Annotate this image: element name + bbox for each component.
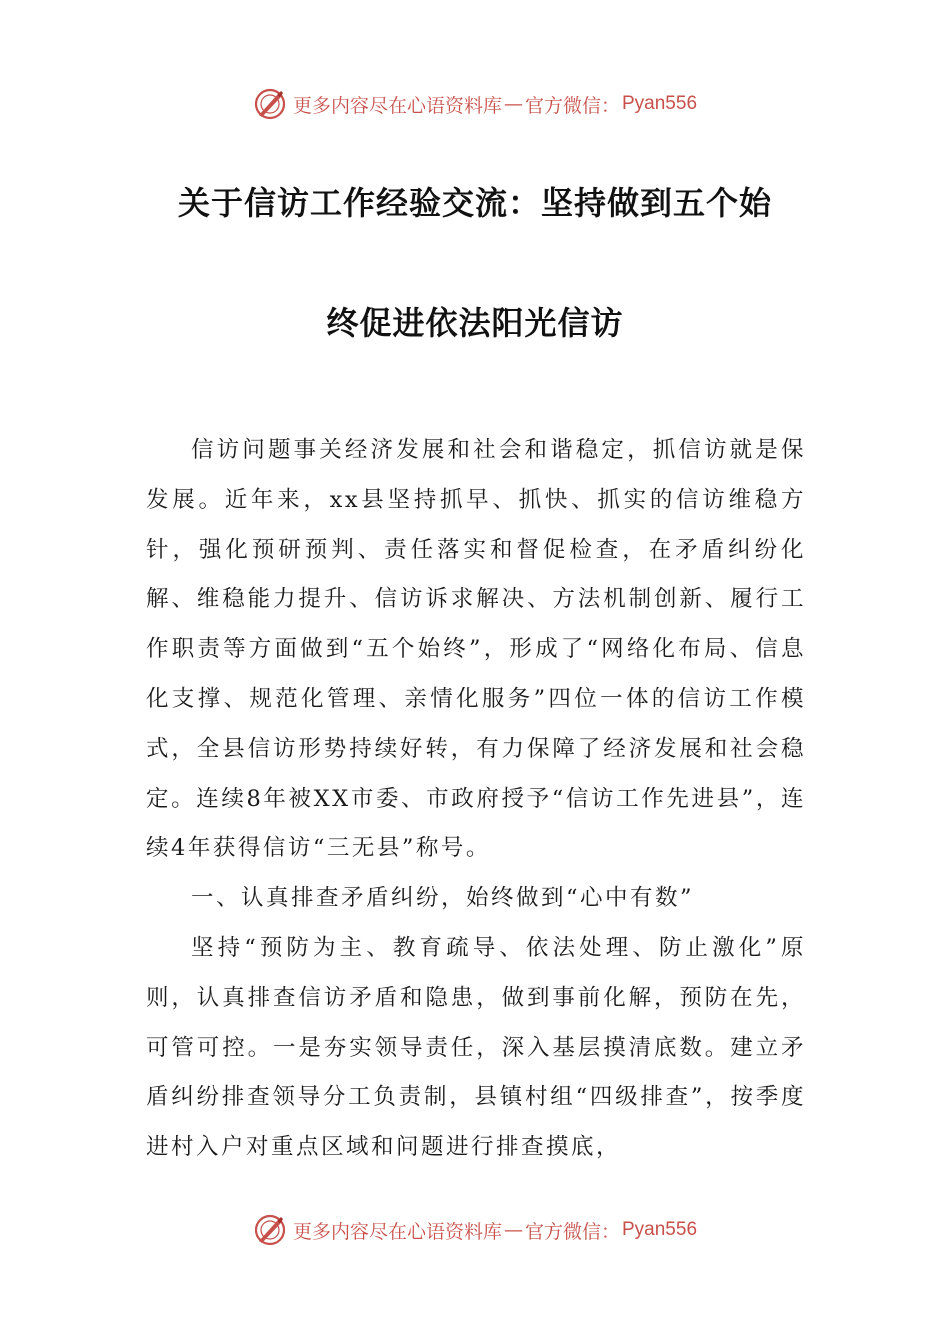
footer-watermark — [0, 1210, 950, 1250]
watermark-separator: — — [503, 1219, 523, 1241]
watermark-wechat-id: Pyan556 — [622, 1219, 698, 1240]
watermark-separator: — — [503, 93, 523, 115]
pen-logo-icon — [253, 87, 287, 121]
paragraph-intro: 信访问题事关经济发展和社会和谐稳定，抓信访就是保发展。近年来，xx县坚持抓早、抓快、抓实的信访维稳方针，强化预研预判、责任落实和督促检查，在矛盾纠纷化解、维稳能力提升、信访诉求解决、方法机制创新、履行工作职责等方面做到“五个始终”，形成了“网络化布局、信息化支撑、规范化管理、亲情化服务”四位一体的信访工作模式，全县信访形势持续好转，有力保障了经济发展和社会稳定。连续8年被XX市委、市政府授予“信访工作先进县”，连续4年获得信访“三无县”称号。 — [146, 437, 806, 862]
watermark-wechat-id: Pyan556 — [622, 93, 698, 114]
document-title-line-1: 关于信访工作经验交流：坚持做到五个始 — [177, 184, 772, 222]
watermark-official-label: 官方微信： — [524, 94, 620, 117]
watermark-official-label: 官方微信： — [524, 1220, 620, 1243]
watermark-text: 更多内容尽在心语资料库 — [292, 94, 502, 117]
section-heading-1: 一、认真排查矛盾纠纷，始终做到“心中有数” — [191, 885, 695, 912]
header-watermark — [0, 84, 950, 124]
paragraph-section-1: 坚持“预防为主、教育疏导、依法处理、防止激化”原则，认真排查信访矛盾和隐患，做到事前化解，预防在先，可管可控。一是夯实领导责任，深入基层摸清底数。建立矛盾纠纷排查领导分工负责制，县镇村组“四级排查”，按季度进村入户对重点区域和问题进行排查摸底， — [146, 934, 806, 1161]
pen-logo-icon — [253, 1213, 287, 1247]
document-title-line-2: 终促进依法阳光信访 — [326, 304, 624, 342]
watermark-text: 更多内容尽在心语资料库 — [292, 1220, 502, 1243]
document-body — [146, 426, 806, 1173]
